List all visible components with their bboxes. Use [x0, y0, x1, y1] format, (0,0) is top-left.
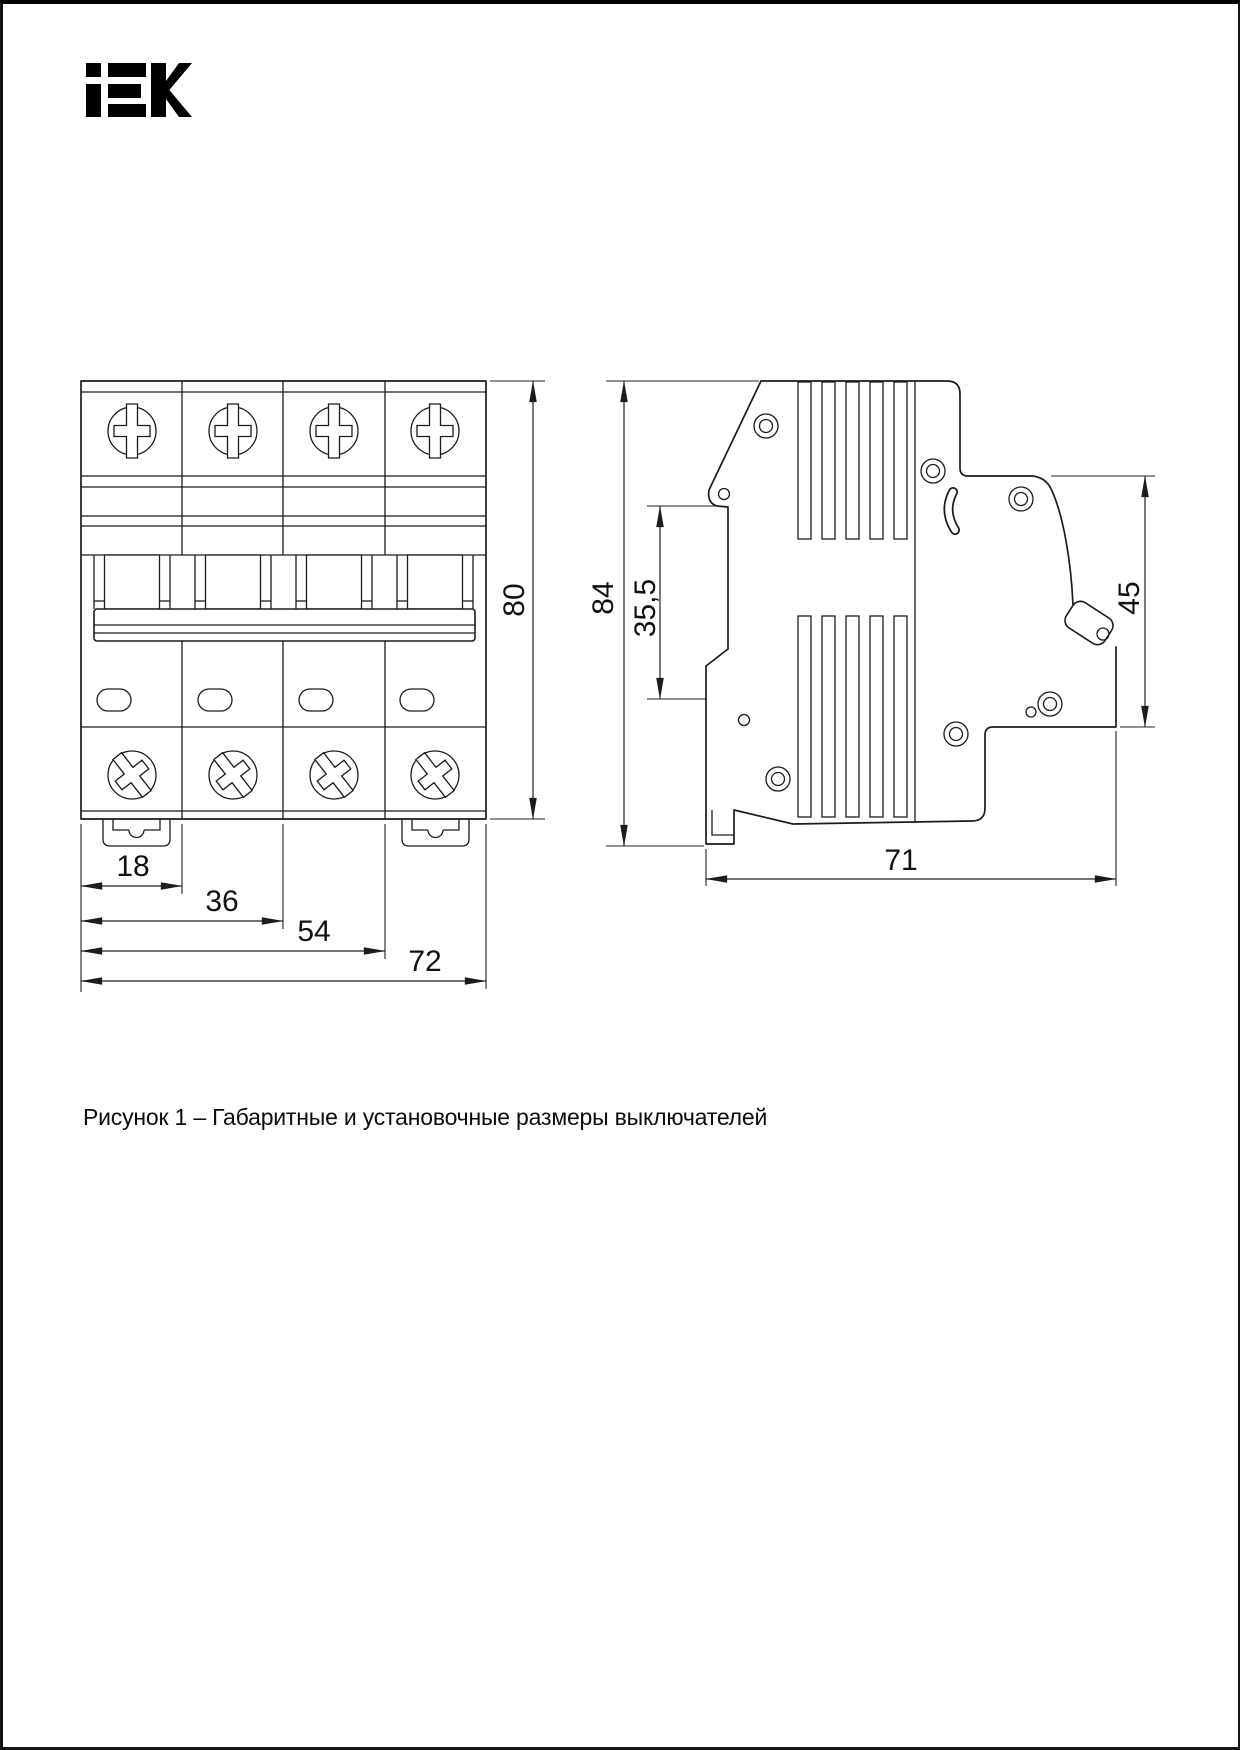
toggle-handles: [94, 555, 473, 609]
front-view-dimensions: [81, 381, 545, 992]
figure-caption: Рисунок 1 – Габаритные и установочные размеры выключателей: [83, 1104, 768, 1130]
toggle-lever: [1062, 598, 1117, 648]
marking-windows: [97, 689, 434, 711]
dim-depth: 71: [884, 844, 918, 877]
dim-module-width: 18: [116, 850, 150, 883]
vent-slots-top: [798, 382, 907, 539]
toggle-tie-bar: [94, 609, 475, 641]
dim-total-height: 84: [587, 581, 620, 615]
front-view: [81, 381, 545, 992]
vent-slots-bottom: [798, 616, 907, 817]
side-view-dimensions: [587, 381, 1155, 886]
dim-three-modules: 54: [297, 915, 331, 948]
curved-slot: [948, 492, 955, 530]
rivets: [719, 414, 1063, 791]
dim-two-modules: 36: [205, 885, 239, 918]
dim-front-height: 80: [498, 583, 531, 617]
technical-drawing: [3, 4, 1240, 1750]
dim-front-face-height: 45: [1113, 581, 1146, 615]
dim-total-width: 72: [408, 945, 442, 978]
din-clips: [103, 819, 469, 846]
dim-din-notch: 35,5: [629, 578, 662, 638]
side-view: [587, 381, 1155, 886]
